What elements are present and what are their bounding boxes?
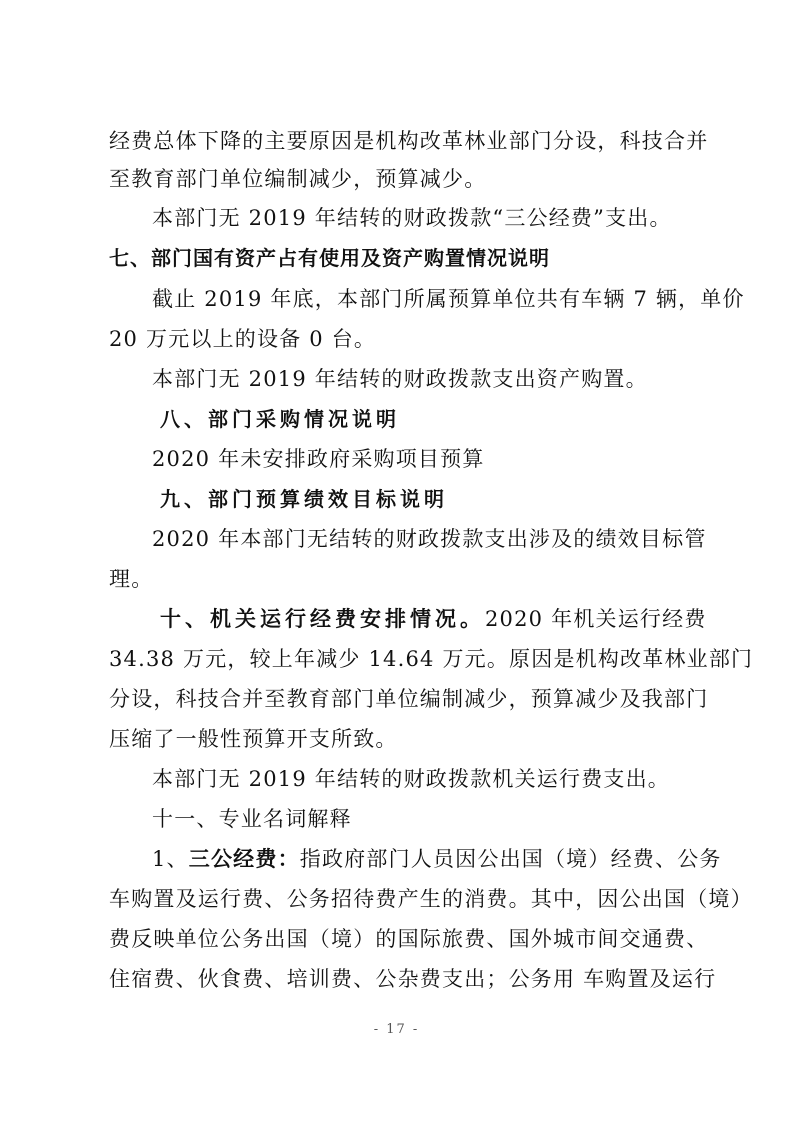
paragraph-line: 本部门无 2019 年结转的财政拨款支出资产购置。: [152, 367, 648, 391]
paragraph-line: 车购置及运行费、公务招待费产生的消费。其中，因公出国（境）: [109, 887, 753, 911]
paragraph-line: 至教育部门单位编制减少，预算减少。: [109, 167, 487, 191]
paragraph-line: 分设，科技合并至教育部门单位编制减少，预算减少及我部门: [109, 687, 709, 711]
section-10-line: [160, 600, 707, 638]
paragraph-run: 指政府部门人员因公出国（境）经费、公务: [299, 847, 722, 871]
paragraph-run: 2020 年机关运行经费: [485, 607, 707, 631]
section-heading-9: 九、部门预算绩效目标说明: [160, 487, 448, 511]
section-heading-11: 十一、专业名词解释: [152, 807, 352, 831]
page-number: - 17 -: [373, 1022, 420, 1037]
paragraph-line: 34.38 万元，较上年减少 14.64 万元。原因是机构改革林业部门: [109, 647, 754, 671]
paragraph-line: 截止 2019 年底，本部门所属预算单位共有车辆 7 辆，单价: [152, 287, 745, 311]
term-1-number: 1、: [152, 847, 189, 871]
paragraph-line: 2020 年未安排政府采购项目预算: [152, 447, 485, 471]
term-1-line: [152, 840, 722, 878]
paragraph-line: 压缩了一般性预算开支所致。: [109, 727, 398, 751]
section-heading-10: 十、机关运行经费安排情况。: [160, 607, 485, 631]
term-1-title: 三公经费：: [188, 847, 300, 871]
paragraph-line: 20 万元以上的设备 0 台。: [109, 327, 377, 351]
paragraph-line: 经费总体下降的主要原因是机构改革林业部门分设，科技合并: [109, 129, 709, 153]
paragraph-line: 本部门无 2019 年结转的财政拨款机关运行费支出。: [152, 767, 670, 791]
section-heading-7: 七、部门国有资产占有使用及资产购置情况说明: [109, 246, 550, 270]
paragraph-line: 本部门无 2019 年结转的财政拨款“三公经费”支出。: [152, 206, 672, 230]
section-heading-8: 八、部门采购情况说明: [160, 407, 400, 431]
paragraph-line: 住宿费、伙食费、培训费、公杂费支出；公务用 车购置及运行: [109, 967, 717, 991]
paragraph-line: 费反映单位公务出国（境）的国际旅费、国外城市间交通费、: [109, 927, 709, 951]
paragraph-line: 理。: [109, 567, 154, 591]
paragraph-line: 2020 年本部门无结转的财政拨款支出涉及的绩效目标管: [152, 527, 707, 551]
